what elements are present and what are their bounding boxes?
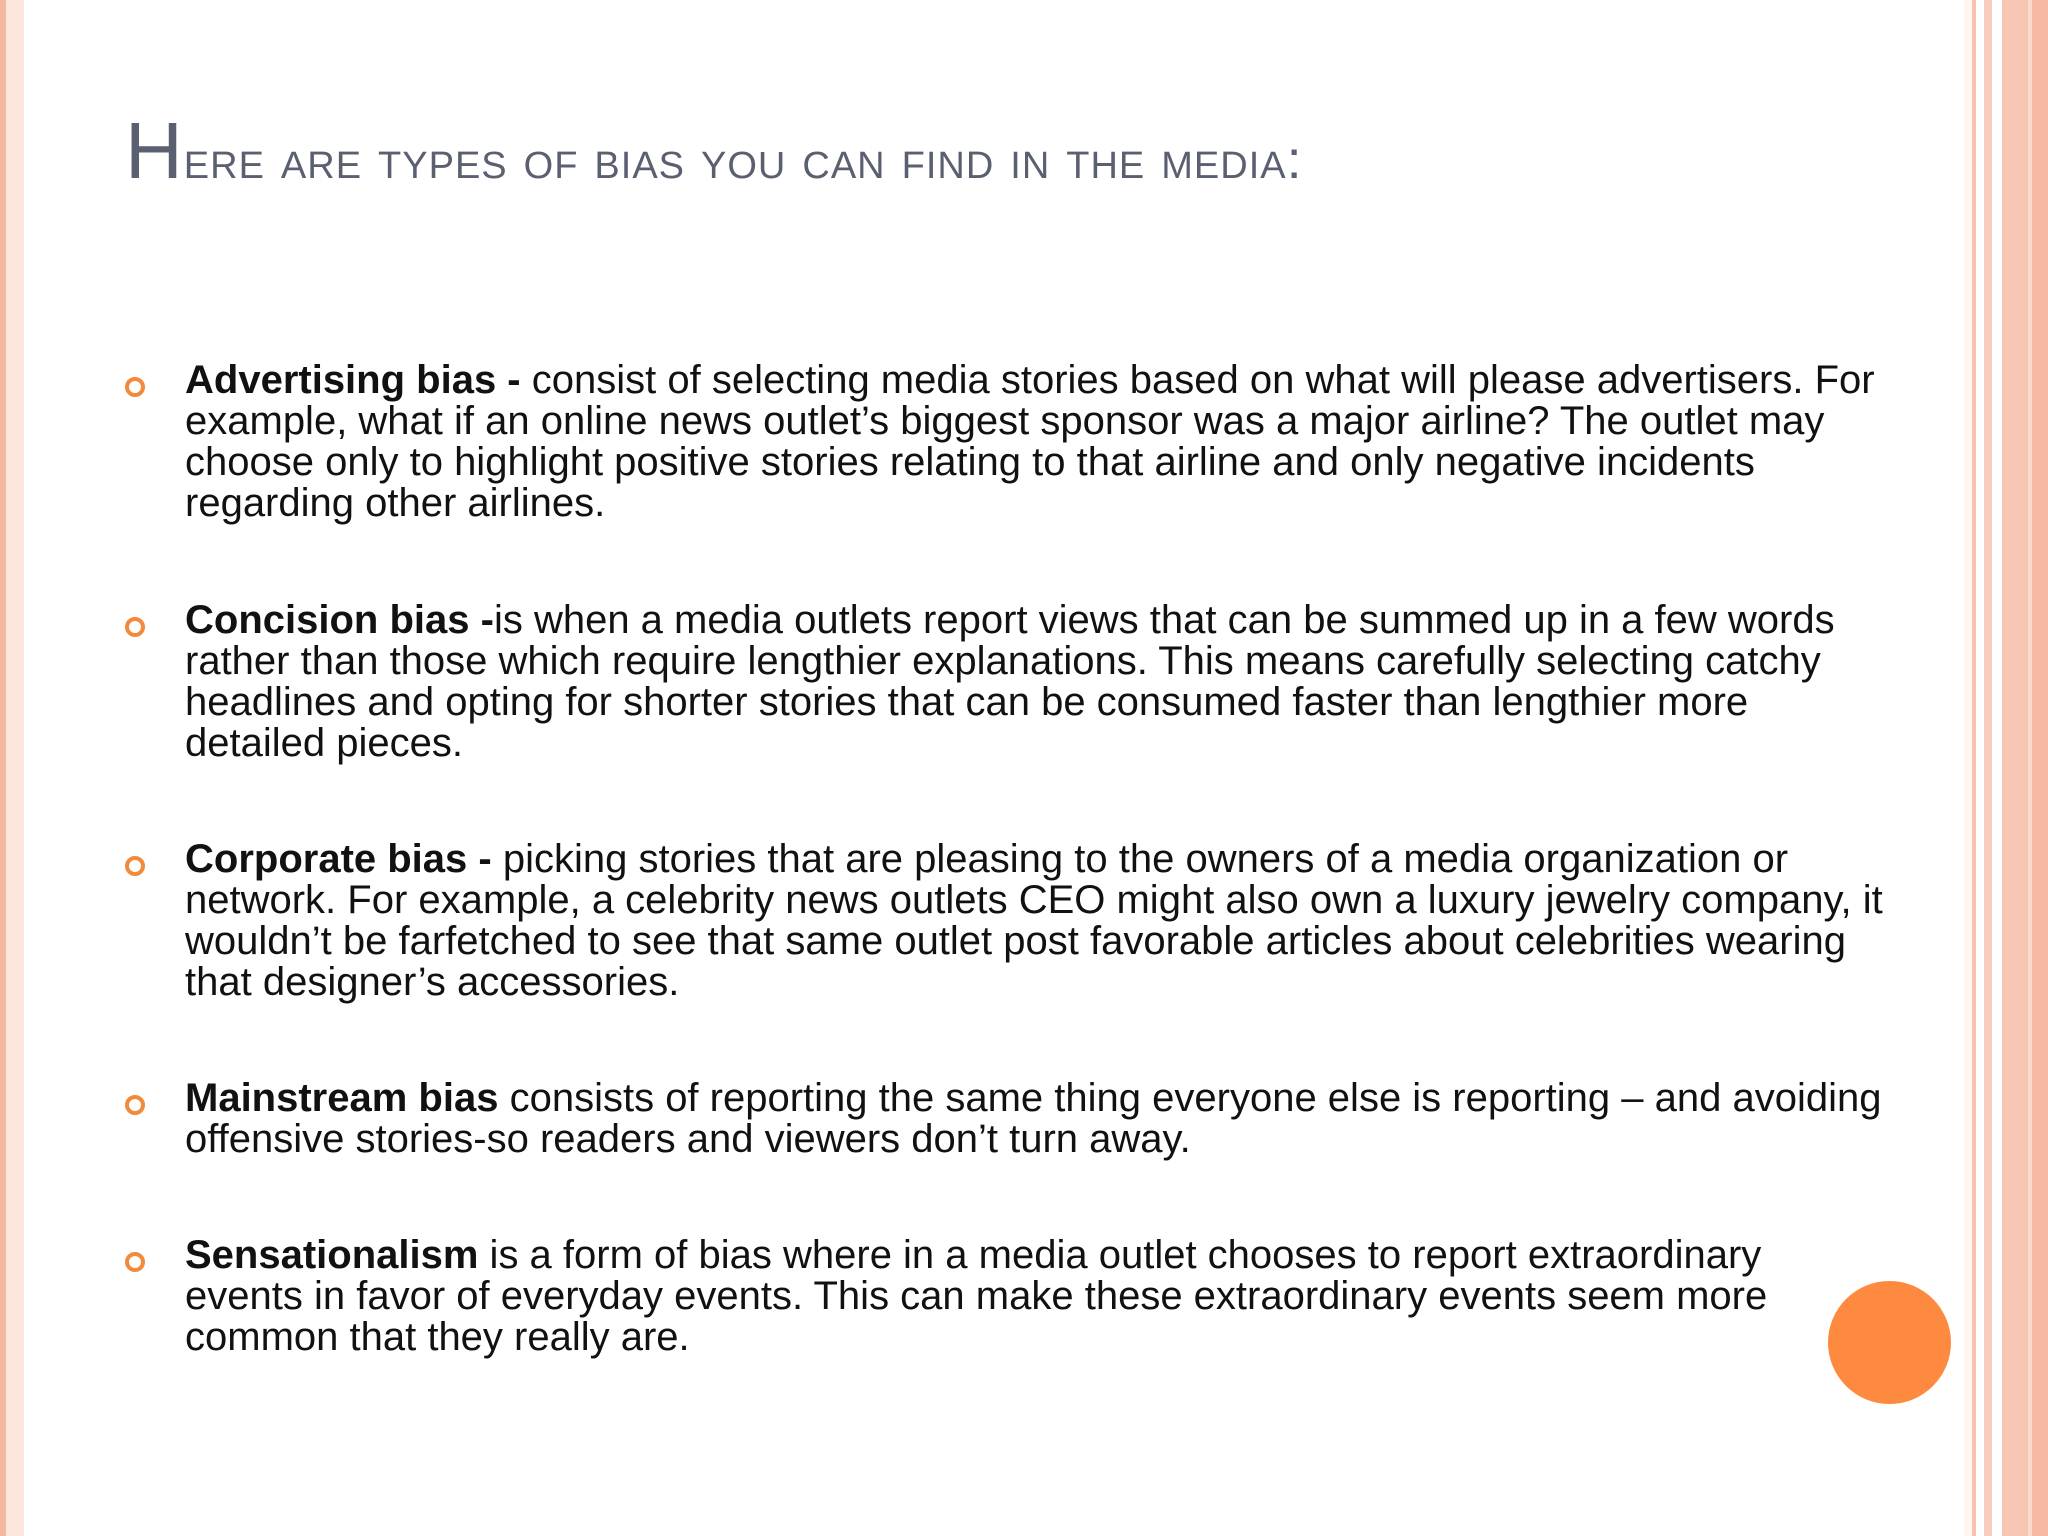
bullet-term: Advertising bias - (185, 358, 521, 402)
bullet-term: Mainstream bias (185, 1076, 499, 1120)
bullet-term: Sensationalism (185, 1233, 479, 1277)
bullet-description: consists of reporting the same thing everyone else is reporting – and avoiding offensive stories-so readers and viewers don’t turn away. (185, 1076, 1882, 1161)
bullet-description: is when a media outlets report views that can be summed up in a few words rather than those which require lengthier explanations. This means carefully selecting catchy headlines and opting for shorter stories that can be consumed faster than lengthier more detailed pieces. (185, 598, 1835, 765)
ring-bullet-icon (125, 1252, 145, 1272)
ring-bullet-icon (125, 856, 145, 876)
slide-title (125, 100, 1725, 211)
bullet-text (185, 839, 1885, 1003)
ring-bullet-icon (125, 1095, 145, 1115)
bullet-text (185, 1235, 1885, 1358)
bullet-text (185, 1078, 1885, 1160)
right-stripes-decoration (1964, 0, 2048, 1536)
orange-circle-decoration (1828, 1281, 1951, 1404)
bullet-text (185, 600, 1885, 764)
bullet-description: is a form of bias where in a media outlet chooses to report extraordinary events in favor of everyday events. This can make these extraordinary events seem more common that they really are. (185, 1233, 1768, 1359)
bullet-description: picking stories that are pleasing to the owners of a media organization or network. For example, a celebrity news outlets CEO might also own a luxury jewelry company, it wouldn’t be farfetched to see that same outlet post favorable articles about celebrities wearing that designer’s accessories. (185, 837, 1883, 1004)
bullet-term: Concision bias - (185, 598, 494, 642)
left-border-decoration (0, 0, 24, 1536)
bullet-term: Corporate bias - (185, 837, 492, 881)
slide-title-initial: H (125, 106, 184, 195)
bullet-text (185, 360, 1885, 524)
bullet-description: consist of selecting media stories based on what will please advertisers. For example, what if an online news outlet’s biggest sponsor was a major airline? The outlet may choose only to highlight positive stories relating to that airline and only negative incidents regarding other airlines. (185, 358, 1875, 525)
ring-bullet-icon (125, 377, 145, 397)
slide-title-rest: ere are types of bias you can find in the media: (183, 130, 1303, 190)
ring-bullet-icon (125, 617, 145, 637)
